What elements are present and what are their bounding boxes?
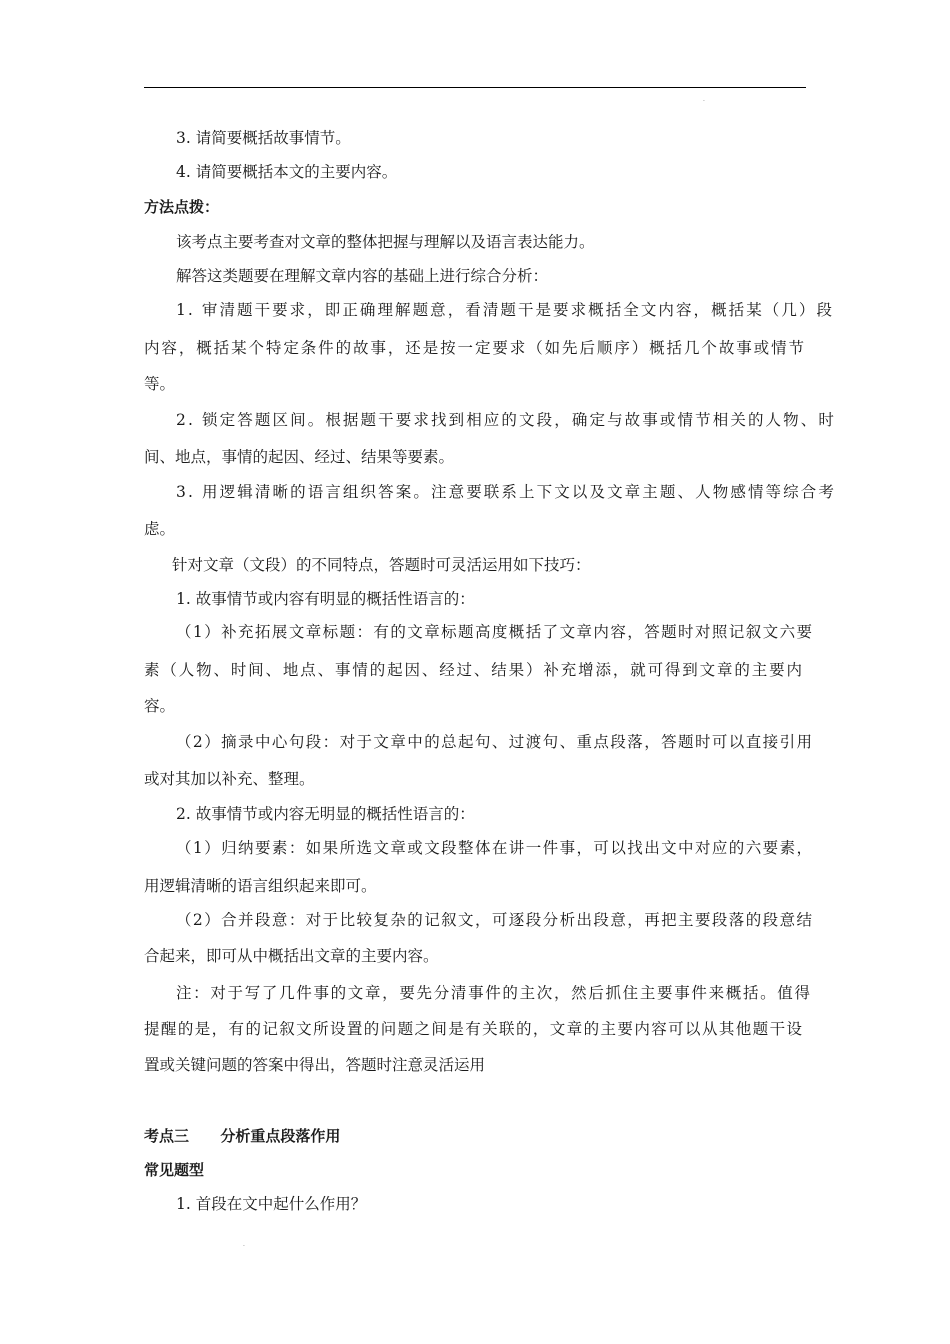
section-heading-types: 常见题型: [144, 1161, 205, 1179]
paragraph-line: 间、地点，事情的起因、经过、结果等要素。: [144, 448, 455, 466]
question-4: 4. 请简要概括本文的主要内容。: [176, 163, 398, 181]
paragraph-line: 内容，概括某个特定条件的故事，还是按一定要求（如先后顺序）概括几个故事或情节: [144, 339, 806, 357]
paragraph-line: 或对其加以补充、整理。: [144, 770, 315, 788]
paragraph-line: 素（人物、时间、地点、事情的起因、经过、结果）补充增添，就可得到文章的主要内: [144, 661, 804, 679]
paragraph-line: （2）合并段意：对于比较复杂的记叙文，可逐段分析出段意，再把主要段落的段意结: [176, 911, 814, 929]
paragraph-line: 1. 故事情节或内容有明显的概括性语言的：: [176, 590, 475, 608]
paragraph-line: 合起来，即可从中概括出文章的主要内容。: [144, 947, 439, 965]
paragraph-line: 3. 用逻辑清晰的语言组织答案。注意要联系上下文以及文章主题、人物感情等综合考: [176, 483, 836, 501]
paragraph-line: 2. 故事情节或内容无明显的概括性语言的：: [176, 805, 475, 823]
paragraph-line: 1. 审清题干要求，即正确理解题意，看清题干是要求概括全文内容，概括某（几）段: [176, 301, 834, 319]
paragraph-line: 虑。: [144, 520, 176, 538]
paragraph-line: 容。: [144, 697, 176, 715]
question-3: 3. 请简要概括故事情节。: [176, 129, 351, 147]
paragraph-line: 注：对于写了几件事的文章，要先分清事件的主次，然后抓住主要事件来概括。值得: [176, 984, 812, 1002]
paragraph-line: （1）补充拓展文章标题：有的文章标题高度概括了文章内容，答题时对照记叙文六要: [176, 623, 814, 641]
section-heading-point3: 考点三 分析重点段落作用: [144, 1127, 341, 1145]
section-heading-method: 方法点拨：: [144, 198, 220, 216]
header-rule: [144, 87, 806, 88]
paragraph-line: 针对文章（文段）的不同特点，答题时可灵活运用如下技巧：: [172, 556, 591, 574]
paragraph-line: 提醒的是，有的记叙文所设置的问题之间是有关联的，文章的主要内容可以从其他题干设: [144, 1020, 804, 1038]
paragraph-line: （1）归纳要素：如果所选文章或文段整体在讲一件事，可以找出文中对应的六要素，: [176, 839, 814, 857]
dot-mark: ·: [703, 98, 705, 105]
paragraph-line: （2）摘录中心句段：对于文章中的总起句、过渡句、重点段落，答题时可以直接引用: [176, 733, 814, 751]
paragraph-line: 置或关键问题的答案中得出，答题时注意灵活运用: [144, 1056, 486, 1074]
paragraph-line: 该考点主要考查对文章的整体把握与理解以及语言表达能力。: [176, 233, 595, 251]
paragraph-line: 等。: [144, 375, 176, 393]
question-1: 1. 首段在文中起什么作用？: [176, 1195, 367, 1213]
paragraph-line: 2. 锁定答题区间。根据题干要求找到相应的文段，确定与故事或情节相关的人物、时: [176, 411, 836, 429]
dot-mark: ·: [243, 1243, 245, 1250]
paragraph-line: 用逻辑清晰的语言组织起来即可。: [144, 877, 377, 895]
paragraph-line: 解答这类题要在理解文章内容的基础上进行综合分析：: [176, 267, 549, 285]
